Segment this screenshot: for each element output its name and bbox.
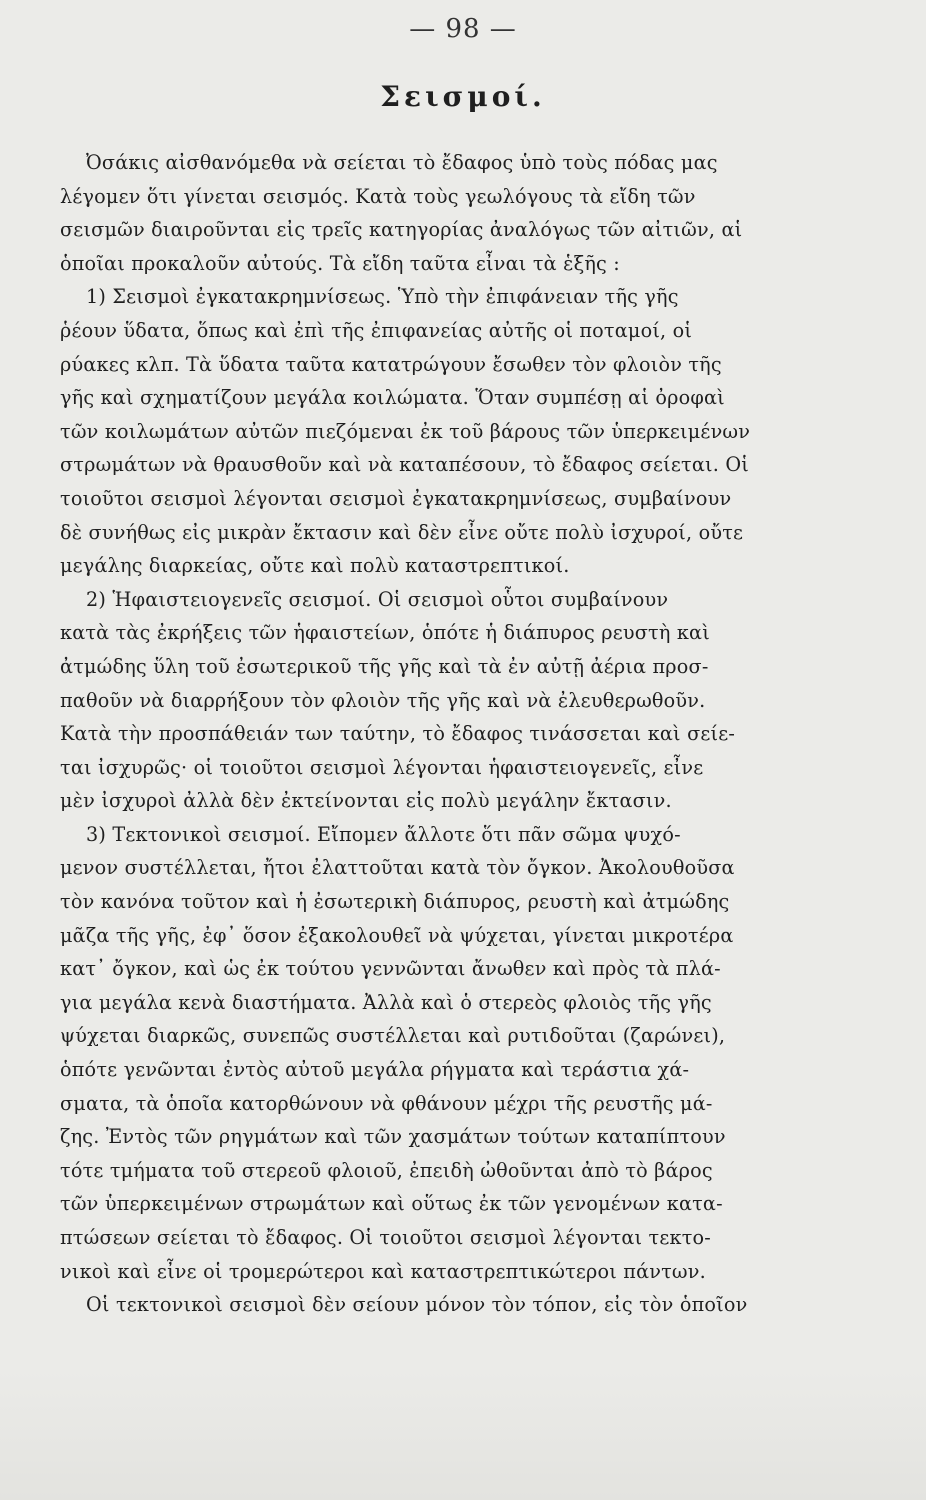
text-line: Οἱ τεκτονικοὶ σεισμοὶ δὲν σείουν μόνον τὸν τόπον, εἰς τὸν ὁποῖον bbox=[86, 1293, 748, 1317]
text-line: τότε τμήματα τοῦ στερεοῦ φλοιοῦ, ἐπειδὴ ὠθοῦνται ἀπὸ τὸ βάρος bbox=[60, 1158, 713, 1182]
page-number: — 98 — bbox=[409, 14, 517, 44]
text-line: δὲ συνήθως εἰς μικρὰν ἔκτασιν καὶ δὲν εἶνε οὔτε πολὺ ἰσχυροί, οὔτε bbox=[60, 520, 744, 544]
text-line: πτώσεων σείεται τὸ ἔδαφος. Οἱ τοιοῦτοι σεισμοὶ λέγονται τεκτο- bbox=[60, 1226, 711, 1249]
body-text bbox=[60, 146, 850, 1322]
text-line: τῶν ὑπερκειμένων στρωμάτων καὶ οὕτως ἐκ τῶν γενομένων κατα- bbox=[60, 1192, 723, 1216]
text-line: ζης. Ἐντὸς τῶν ρηγμάτων καὶ τῶν χασμάτων τούτων καταπίπτουν bbox=[60, 1125, 726, 1149]
text-line: ῥέουν ὕδατα, ὅπως καὶ ἐπὶ τῆς ἐπιφανείας αὐτῆς οἱ ποταμοί, οἱ bbox=[60, 318, 693, 342]
text-line: Κατὰ τὴν προσπάθειάν των ταύτην, τὸ ἔδαφος τινάσσεται καὶ σείε- bbox=[60, 722, 736, 746]
text-line: κατ᾽ ὄγκον, καὶ ὡς ἐκ τούτου γεννῶνται ἄνωθεν καὶ πρὸς τὰ πλά- bbox=[60, 957, 721, 981]
text-line: γῆς καὶ σχηματίζουν μεγάλα κοιλώματα. Ὅταν συμπέσῃ αἱ ὀροφαὶ bbox=[60, 386, 725, 410]
text-line: ἀτμώδης ὕλη τοῦ ἐσωτερικοῦ τῆς γῆς καὶ τὰ ἐν αὐτῇ ἀέρια προσ- bbox=[60, 654, 709, 678]
page-bottom-shadow bbox=[0, 1370, 926, 1500]
text-line: 3) Τεκτονικοὶ σεισμοί. Εἴπομεν ἄλλοτε ὅτι πᾶν σῶμα ψυχό- bbox=[86, 822, 681, 846]
text-line: μὲν ἰσχυροὶ ἀλλὰ δὲν ἐκτείνονται εἰς πολὺ μεγάλην ἔκτασιν. bbox=[60, 789, 672, 813]
text-line: τῶν κοιλωμάτων αὐτῶν πιεζόμεναι ἐκ τοῦ βάρους τῶν ὑπερκειμένων bbox=[60, 419, 751, 443]
text-line: ὁπότε γενῶνται ἐντὸς αὐτοῦ μεγάλα ρήγματα καὶ τεράστια χά- bbox=[60, 1058, 690, 1082]
section-title: Σεισμοί. bbox=[380, 80, 546, 113]
text-line: μεγάλης διαρκείας, οὔτε καὶ πολὺ καταστρεπτικοί. bbox=[60, 554, 570, 578]
text-line: τοιοῦτοι σεισμοὶ λέγονται σεισμοὶ ἐγκατακρημνίσεως, συμβαίνουν bbox=[60, 486, 732, 510]
text-line: στρωμάτων νὰ θραυσθοῦν καὶ νὰ καταπέσουν, τὸ ἔδαφος σείεται. Οἱ bbox=[60, 453, 749, 477]
text-line: παθοῦν νὰ διαρρήξουν τὸν φλοιὸν τῆς γῆς καὶ νὰ ἐλευθερωθοῦν. bbox=[60, 688, 706, 712]
text-line: για μεγάλα κενὰ διαστήματα. Ἀλλὰ καὶ ὁ στερεὸς φλοιὸς τῆς γῆς bbox=[60, 990, 712, 1014]
text-line: λέγομεν ὅτι γίνεται σεισμός. Κατὰ τοὺς γεωλόγους τὰ εἴδη τῶν bbox=[60, 184, 696, 208]
text-line: μενον συστέλλεται, ἤτοι ἐλαττοῦται κατὰ τὸν ὄγκον. Ἀκολουθοῦσα bbox=[60, 856, 735, 880]
text-line: 2) Ἡφαιστειογενεῖς σεισμοί. Οἱ σεισμοὶ οὗτοι συμβαίνουν bbox=[86, 587, 669, 611]
text-line: Ὀσάκις αἰσθανόμεθα νὰ σείεται τὸ ἔδαφος ὑπὸ τοὺς πόδας μας bbox=[86, 151, 718, 174]
text-line: ψύχεται διαρκῶς, συνεπῶς συστέλλεται καὶ ρυτιδοῦται (ζαρώνει), bbox=[60, 1024, 726, 1048]
text-line: νικοὶ καὶ εἶνε οἱ τρομερώτεροι καὶ καταστρεπτικώτεροι πάντων. bbox=[60, 1259, 706, 1283]
text-line: ται ἰσχυρῶς· οἱ τοιοῦτοι σεισμοὶ λέγονται ἡφαιστειογενεῖς, εἶνε bbox=[60, 755, 704, 779]
text-line: κατὰ τὰς ἐκρήξεις τῶν ἡφαιστείων, ὁπότε ἡ διάπυρος ρευστὴ καὶ bbox=[60, 621, 710, 645]
text-line: ρύακες κλπ. Τὰ ὕδατα ταῦτα κατατρώγουν ἔσωθεν τὸν φλοιὸν τῆς bbox=[60, 352, 722, 376]
text-line: σματα, τὰ ὁποῖα κατορθώνουν νὰ φθάνουν μέχρι τῆς ρευστῆς μά- bbox=[60, 1091, 713, 1115]
text-line: τὸν κανόνα τοῦτον καὶ ἡ ἐσωτερικὴ διάπυρος, ρευστὴ καὶ ἀτμώδης bbox=[60, 890, 730, 914]
text-line: 1) Σεισμοὶ ἐγκατακρημνίσεως. Ὑπὸ τὴν ἐπιφάνειαν τῆς γῆς bbox=[86, 285, 679, 309]
text-line: σεισμῶν διαιροῦνται εἰς τρεῖς κατηγορίας ἀναλόγως τῶν αἰτιῶν, αἱ bbox=[60, 218, 743, 242]
text-line: ὁποῖαι προκαλοῦν αὐτούς. Τὰ εἴδη ταῦτα εἶναι τὰ ἑξῆς : bbox=[60, 251, 620, 275]
text-line: μᾶζα τῆς γῆς, ἐφ᾽ ὅσον ἐξακολουθεῖ νὰ ψύχεται, γίνεται μικροτέρα bbox=[60, 923, 734, 947]
